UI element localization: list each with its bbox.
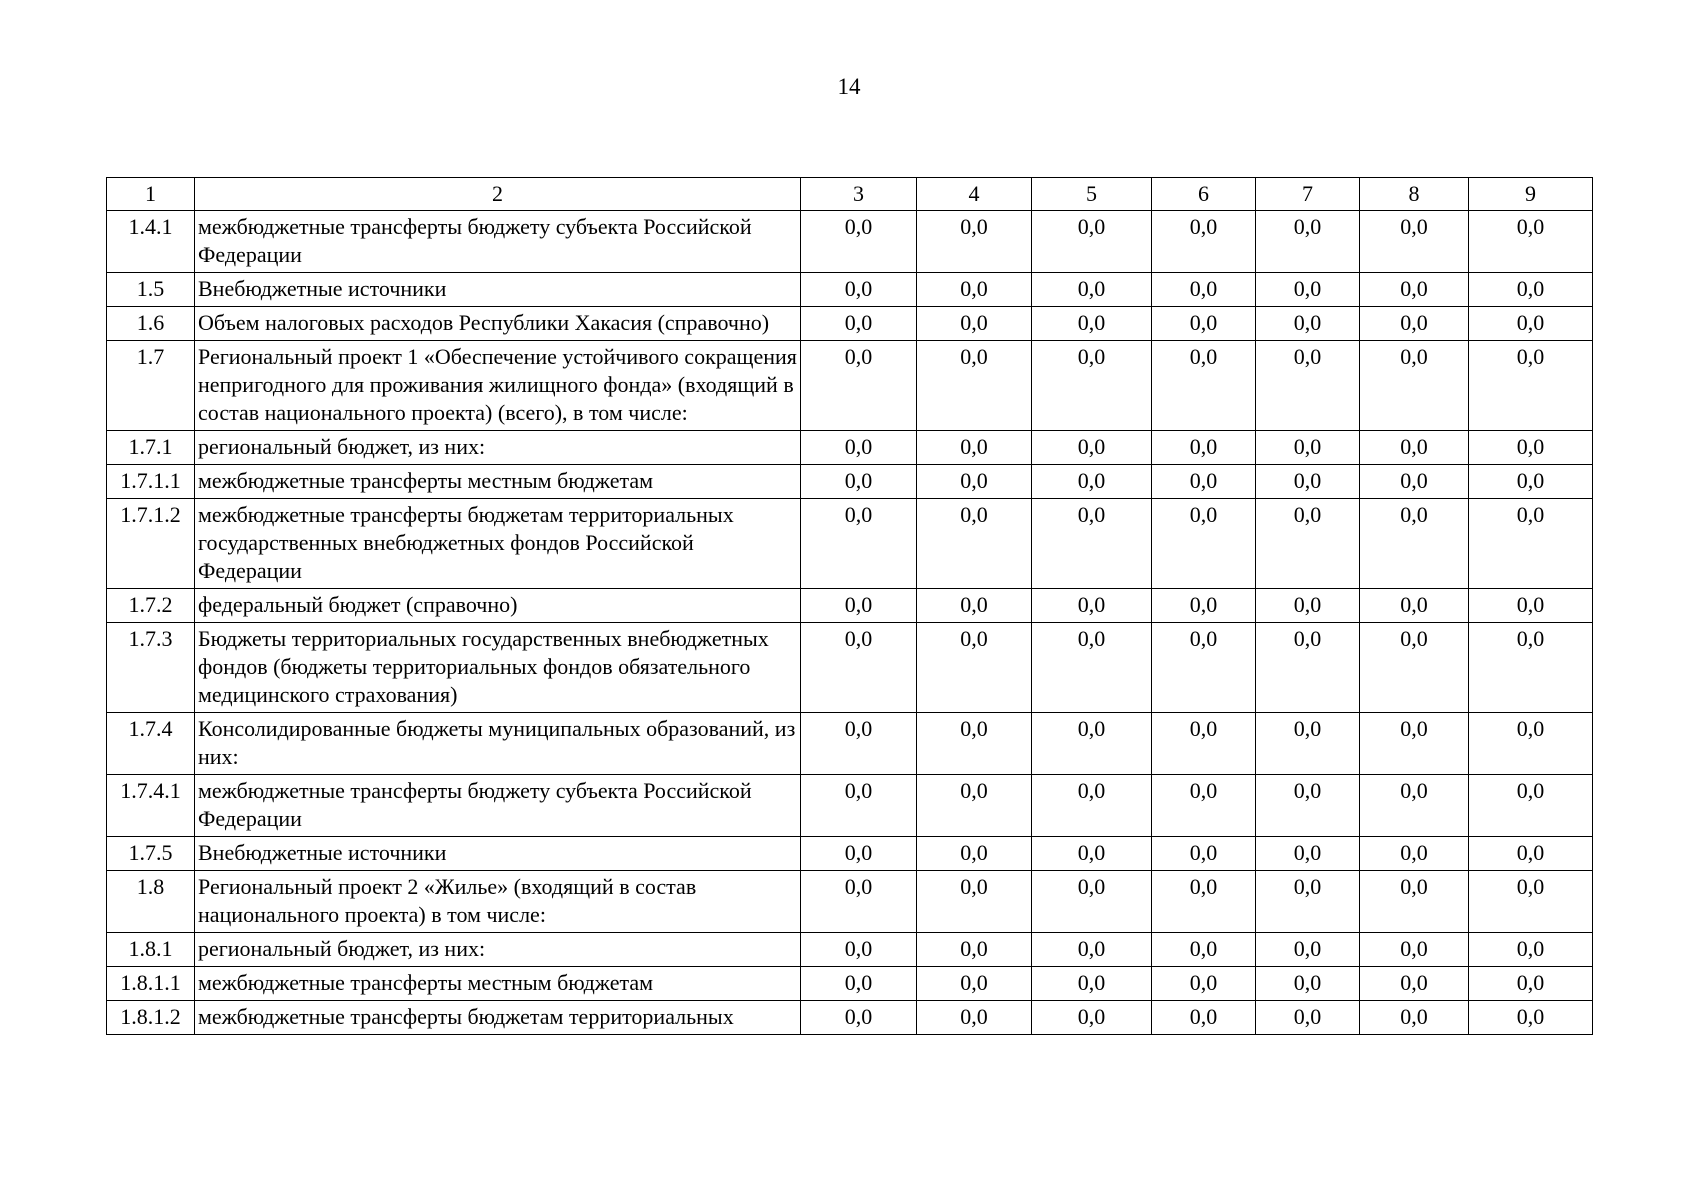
value-cell-col-8: 0,0 bbox=[1360, 431, 1469, 465]
value-cell-col-5: 0,0 bbox=[1032, 341, 1152, 431]
value-cell-col-6: 0,0 bbox=[1152, 341, 1256, 431]
value-cell-col-9: 0,0 bbox=[1469, 341, 1593, 431]
value-cell-col-8: 0,0 bbox=[1360, 871, 1469, 933]
header-cell-7: 7 bbox=[1256, 178, 1360, 211]
value-cell-col-7: 0,0 bbox=[1256, 273, 1360, 307]
table-row bbox=[107, 967, 1593, 1001]
value-cell-col-7: 0,0 bbox=[1256, 623, 1360, 713]
value-cell-col-9: 0,0 bbox=[1469, 431, 1593, 465]
table-row bbox=[107, 499, 1593, 589]
table-row bbox=[107, 465, 1593, 499]
value-cell-col-3: 0,0 bbox=[801, 775, 917, 837]
value-cell-col-4: 0,0 bbox=[917, 837, 1032, 871]
value-cell-col-3: 0,0 bbox=[801, 871, 917, 933]
header-cell-6: 6 bbox=[1152, 178, 1256, 211]
value-cell-col-4: 0,0 bbox=[917, 499, 1032, 589]
value-cell-col-7: 0,0 bbox=[1256, 307, 1360, 341]
value-cell-col-7: 0,0 bbox=[1256, 341, 1360, 431]
row-description: Консолидированные бюджеты муниципальных образований, из них: bbox=[195, 713, 801, 775]
value-cell-col-9: 0,0 bbox=[1469, 211, 1593, 273]
value-cell-col-6: 0,0 bbox=[1152, 871, 1256, 933]
value-cell-col-3: 0,0 bbox=[801, 273, 917, 307]
value-cell-col-7: 0,0 bbox=[1256, 1001, 1360, 1035]
row-number: 1.5 bbox=[107, 273, 195, 307]
page-number: 14 bbox=[837, 74, 861, 99]
value-cell-col-6: 0,0 bbox=[1152, 933, 1256, 967]
row-number: 1.7 bbox=[107, 341, 195, 431]
value-cell-col-8: 0,0 bbox=[1360, 211, 1469, 273]
row-number: 1.8 bbox=[107, 871, 195, 933]
table-row bbox=[107, 775, 1593, 837]
value-cell-col-4: 0,0 bbox=[917, 933, 1032, 967]
value-cell-col-5: 0,0 bbox=[1032, 431, 1152, 465]
value-cell-col-4: 0,0 bbox=[917, 967, 1032, 1001]
value-cell-col-5: 0,0 bbox=[1032, 1001, 1152, 1035]
row-number: 1.7.1.1 bbox=[107, 465, 195, 499]
header-cell-4: 4 bbox=[917, 178, 1032, 211]
value-cell-col-8: 0,0 bbox=[1360, 933, 1469, 967]
row-number: 1.7.1 bbox=[107, 431, 195, 465]
value-cell-col-6: 0,0 bbox=[1152, 775, 1256, 837]
header-cell-9: 9 bbox=[1469, 178, 1593, 211]
value-cell-col-8: 0,0 bbox=[1360, 775, 1469, 837]
row-number: 1.8.1 bbox=[107, 933, 195, 967]
row-description: региональный бюджет, из них: bbox=[195, 933, 801, 967]
value-cell-col-6: 0,0 bbox=[1152, 623, 1256, 713]
value-cell-col-6: 0,0 bbox=[1152, 465, 1256, 499]
value-cell-col-3: 0,0 bbox=[801, 499, 917, 589]
value-cell-col-9: 0,0 bbox=[1469, 871, 1593, 933]
row-description: межбюджетные трансферты местным бюджетам bbox=[195, 465, 801, 499]
value-cell-col-3: 0,0 bbox=[801, 307, 917, 341]
row-description: федеральный бюджет (справочно) bbox=[195, 589, 801, 623]
value-cell-col-4: 0,0 bbox=[917, 589, 1032, 623]
value-cell-col-5: 0,0 bbox=[1032, 499, 1152, 589]
value-cell-col-4: 0,0 bbox=[917, 775, 1032, 837]
row-number: 1.7.3 bbox=[107, 623, 195, 713]
value-cell-col-7: 0,0 bbox=[1256, 933, 1360, 967]
value-cell-col-6: 0,0 bbox=[1152, 499, 1256, 589]
row-description: региональный бюджет, из них: bbox=[195, 431, 801, 465]
row-number: 1.7.4 bbox=[107, 713, 195, 775]
table-row bbox=[107, 871, 1593, 933]
value-cell-col-4: 0,0 bbox=[917, 431, 1032, 465]
row-number: 1.7.1.2 bbox=[107, 499, 195, 589]
row-description: Бюджеты территориальных государственных внебюджетных фондов (бюджеты территориальных фондов обязательного медицинского страхования) bbox=[195, 623, 801, 713]
value-cell-col-7: 0,0 bbox=[1256, 871, 1360, 933]
header-cell-8: 8 bbox=[1360, 178, 1469, 211]
header-cell-2: 2 bbox=[195, 178, 801, 211]
value-cell-col-3: 0,0 bbox=[801, 837, 917, 871]
value-cell-col-6: 0,0 bbox=[1152, 273, 1256, 307]
value-cell-col-5: 0,0 bbox=[1032, 933, 1152, 967]
value-cell-col-7: 0,0 bbox=[1256, 211, 1360, 273]
row-description: Внебюджетные источники bbox=[195, 273, 801, 307]
value-cell-col-3: 0,0 bbox=[801, 341, 917, 431]
value-cell-col-8: 0,0 bbox=[1360, 341, 1469, 431]
row-description: межбюджетные трансферты бюджетам территориальных bbox=[195, 1001, 801, 1035]
value-cell-col-9: 0,0 bbox=[1469, 499, 1593, 589]
value-cell-col-6: 0,0 bbox=[1152, 589, 1256, 623]
value-cell-col-5: 0,0 bbox=[1032, 623, 1152, 713]
value-cell-col-4: 0,0 bbox=[917, 465, 1032, 499]
header-cell-1: 1 bbox=[107, 178, 195, 211]
value-cell-col-9: 0,0 bbox=[1469, 1001, 1593, 1035]
value-cell-col-5: 0,0 bbox=[1032, 775, 1152, 837]
row-description: межбюджетные трансферты местным бюджетам bbox=[195, 967, 801, 1001]
value-cell-col-3: 0,0 bbox=[801, 211, 917, 273]
value-cell-col-9: 0,0 bbox=[1469, 933, 1593, 967]
value-cell-col-4: 0,0 bbox=[917, 307, 1032, 341]
value-cell-col-5: 0,0 bbox=[1032, 967, 1152, 1001]
value-cell-col-6: 0,0 bbox=[1152, 211, 1256, 273]
value-cell-col-8: 0,0 bbox=[1360, 307, 1469, 341]
row-number: 1.8.1.2 bbox=[107, 1001, 195, 1035]
table-row bbox=[107, 589, 1593, 623]
header-cell-3: 3 bbox=[801, 178, 917, 211]
header-row bbox=[107, 178, 1593, 211]
value-cell-col-7: 0,0 bbox=[1256, 589, 1360, 623]
value-cell-col-5: 0,0 bbox=[1032, 465, 1152, 499]
row-number: 1.8.1.1 bbox=[107, 967, 195, 1001]
table-header bbox=[107, 178, 1593, 211]
table-row bbox=[107, 211, 1593, 273]
value-cell-col-7: 0,0 bbox=[1256, 713, 1360, 775]
value-cell-col-3: 0,0 bbox=[801, 623, 917, 713]
value-cell-col-9: 0,0 bbox=[1469, 589, 1593, 623]
table-body bbox=[107, 211, 1593, 1035]
row-number: 1.7.4.1 bbox=[107, 775, 195, 837]
table-row bbox=[107, 307, 1593, 341]
value-cell-col-4: 0,0 bbox=[917, 273, 1032, 307]
row-number: 1.7.2 bbox=[107, 589, 195, 623]
value-cell-col-9: 0,0 bbox=[1469, 967, 1593, 1001]
value-cell-col-7: 0,0 bbox=[1256, 967, 1360, 1001]
value-cell-col-7: 0,0 bbox=[1256, 431, 1360, 465]
value-cell-col-7: 0,0 bbox=[1256, 499, 1360, 589]
header-cell-5: 5 bbox=[1032, 178, 1152, 211]
value-cell-col-6: 0,0 bbox=[1152, 967, 1256, 1001]
value-cell-col-6: 0,0 bbox=[1152, 431, 1256, 465]
value-cell-col-7: 0,0 bbox=[1256, 837, 1360, 871]
row-description: Региональный проект 1 «Обеспечение устойчивого сокращения непригодного для проживания жилищного фонда» (входящий в состав национального проекта) (всего), в том числе: bbox=[195, 341, 801, 431]
value-cell-col-8: 0,0 bbox=[1360, 499, 1469, 589]
row-number: 1.6 bbox=[107, 307, 195, 341]
value-cell-col-3: 0,0 bbox=[801, 967, 917, 1001]
table-row bbox=[107, 1001, 1593, 1035]
value-cell-col-9: 0,0 bbox=[1469, 465, 1593, 499]
value-cell-col-3: 0,0 bbox=[801, 713, 917, 775]
value-cell-col-4: 0,0 bbox=[917, 1001, 1032, 1035]
row-number: 1.7.5 bbox=[107, 837, 195, 871]
row-description: Объем налоговых расходов Республики Хакасия (справочно) bbox=[195, 307, 801, 341]
value-cell-col-7: 0,0 bbox=[1256, 465, 1360, 499]
value-cell-col-9: 0,0 bbox=[1469, 307, 1593, 341]
value-cell-col-8: 0,0 bbox=[1360, 713, 1469, 775]
value-cell-col-5: 0,0 bbox=[1032, 713, 1152, 775]
row-description: межбюджетные трансферты бюджету субъекта Российской Федерации bbox=[195, 211, 801, 273]
value-cell-col-5: 0,0 bbox=[1032, 837, 1152, 871]
table-row bbox=[107, 273, 1593, 307]
value-cell-col-3: 0,0 bbox=[801, 589, 917, 623]
table-row bbox=[107, 933, 1593, 967]
value-cell-col-5: 0,0 bbox=[1032, 273, 1152, 307]
value-cell-col-5: 0,0 bbox=[1032, 211, 1152, 273]
value-cell-col-9: 0,0 bbox=[1469, 837, 1593, 871]
row-description: Внебюджетные источники bbox=[195, 837, 801, 871]
value-cell-col-4: 0,0 bbox=[917, 623, 1032, 713]
value-cell-col-8: 0,0 bbox=[1360, 837, 1469, 871]
value-cell-col-8: 0,0 bbox=[1360, 967, 1469, 1001]
value-cell-col-3: 0,0 bbox=[801, 1001, 917, 1035]
value-cell-col-8: 0,0 bbox=[1360, 589, 1469, 623]
value-cell-col-3: 0,0 bbox=[801, 431, 917, 465]
value-cell-col-9: 0,0 bbox=[1469, 623, 1593, 713]
value-cell-col-5: 0,0 bbox=[1032, 589, 1152, 623]
row-description: межбюджетные трансферты бюджетам территориальных государственных внебюджетных фондов Российской Федерации bbox=[195, 499, 801, 589]
value-cell-col-3: 0,0 bbox=[801, 933, 917, 967]
value-cell-col-5: 0,0 bbox=[1032, 307, 1152, 341]
value-cell-col-4: 0,0 bbox=[917, 713, 1032, 775]
value-cell-col-9: 0,0 bbox=[1469, 273, 1593, 307]
value-cell-col-8: 0,0 bbox=[1360, 1001, 1469, 1035]
value-cell-col-7: 0,0 bbox=[1256, 775, 1360, 837]
value-cell-col-6: 0,0 bbox=[1152, 307, 1256, 341]
value-cell-col-4: 0,0 bbox=[917, 211, 1032, 273]
value-cell-col-5: 0,0 bbox=[1032, 871, 1152, 933]
value-cell-col-6: 0,0 bbox=[1152, 1001, 1256, 1035]
table-row bbox=[107, 341, 1593, 431]
value-cell-col-8: 0,0 bbox=[1360, 273, 1469, 307]
table-row bbox=[107, 713, 1593, 775]
value-cell-col-6: 0,0 bbox=[1152, 837, 1256, 871]
row-number: 1.4.1 bbox=[107, 211, 195, 273]
row-description: межбюджетные трансферты бюджету субъекта Российской Федерации bbox=[195, 775, 801, 837]
table-row bbox=[107, 837, 1593, 871]
value-cell-col-3: 0,0 bbox=[801, 465, 917, 499]
value-cell-col-4: 0,0 bbox=[917, 341, 1032, 431]
budget-table bbox=[106, 177, 1593, 1035]
row-description: Региональный проект 2 «Жилье» (входящий в состав национального проекта) в том числе: bbox=[195, 871, 801, 933]
value-cell-col-9: 0,0 bbox=[1469, 713, 1593, 775]
table-row bbox=[107, 431, 1593, 465]
value-cell-col-4: 0,0 bbox=[917, 871, 1032, 933]
value-cell-col-6: 0,0 bbox=[1152, 713, 1256, 775]
table-row bbox=[107, 623, 1593, 713]
value-cell-col-8: 0,0 bbox=[1360, 465, 1469, 499]
value-cell-col-9: 0,0 bbox=[1469, 775, 1593, 837]
value-cell-col-8: 0,0 bbox=[1360, 623, 1469, 713]
